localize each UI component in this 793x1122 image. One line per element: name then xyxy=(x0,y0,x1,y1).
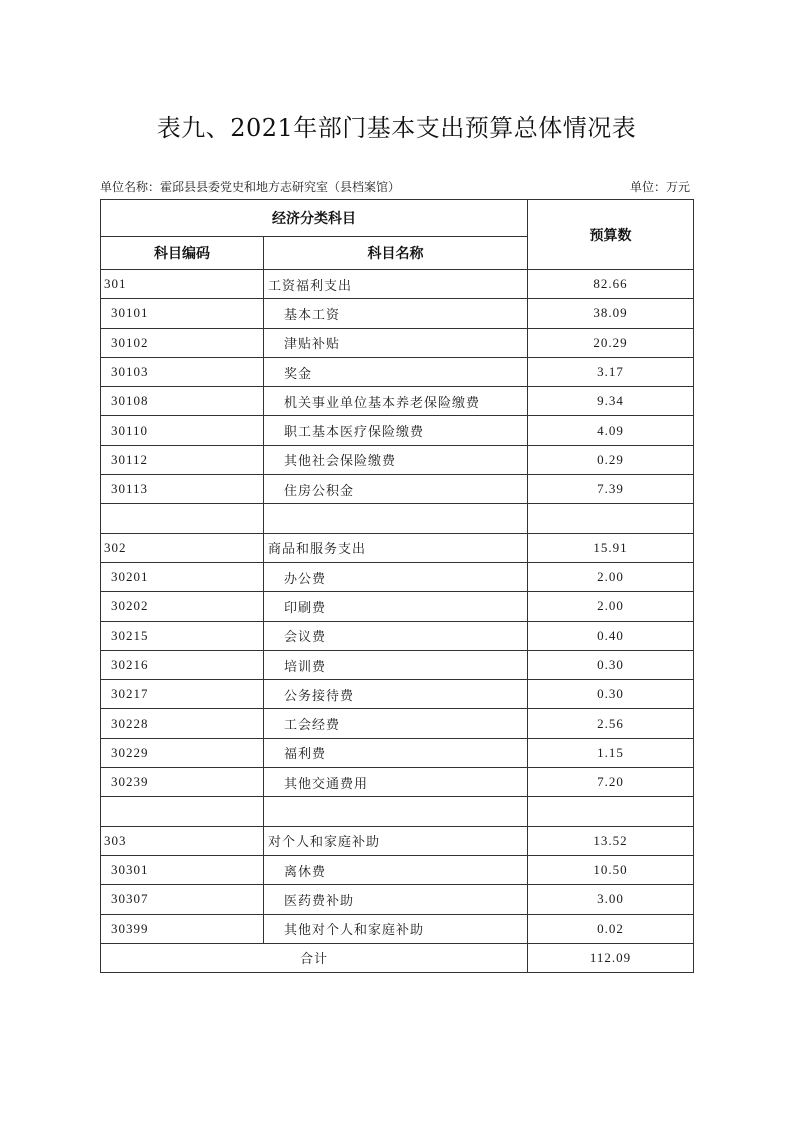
name-cell: 津贴补贴 xyxy=(264,328,528,357)
empty-cell xyxy=(101,504,264,533)
table-row xyxy=(101,328,694,357)
amount-cell: 38.09 xyxy=(528,299,694,328)
name-cell: 机关事业单位基本养老保险缴费 xyxy=(264,387,528,416)
table-row xyxy=(101,416,694,445)
table-row xyxy=(101,768,694,797)
table-row xyxy=(101,914,694,943)
code-cell: 30217 xyxy=(101,680,264,709)
amount-cell: 3.17 xyxy=(528,357,694,386)
header-code: 科目编码 xyxy=(101,237,264,270)
amount-cell: 0.30 xyxy=(528,680,694,709)
name-cell: 其他对个人和家庭补助 xyxy=(264,914,528,943)
code-cell: 301 xyxy=(101,270,264,299)
name-cell: 会议费 xyxy=(264,621,528,650)
table-row xyxy=(101,445,694,474)
amount-cell: 9.34 xyxy=(528,387,694,416)
name-cell: 商品和服务支出 xyxy=(264,533,528,562)
code-cell: 303 xyxy=(101,826,264,855)
code-cell: 30229 xyxy=(101,738,264,767)
empty-cell xyxy=(264,504,528,533)
code-cell: 30101 xyxy=(101,299,264,328)
table-row xyxy=(101,709,694,738)
code-cell: 30228 xyxy=(101,709,264,738)
name-cell: 职工基本医疗保险缴费 xyxy=(264,416,528,445)
amount-cell: 0.40 xyxy=(528,621,694,650)
code-cell: 30202 xyxy=(101,592,264,621)
name-cell: 离休费 xyxy=(264,855,528,884)
empty-cell xyxy=(264,797,528,826)
amount-cell: 4.09 xyxy=(528,416,694,445)
name-cell: 印刷费 xyxy=(264,592,528,621)
code-cell: 302 xyxy=(101,533,264,562)
spacer-row xyxy=(101,797,694,826)
name-cell: 福利费 xyxy=(264,738,528,767)
code-cell: 30201 xyxy=(101,562,264,591)
amount-cell: 15.91 xyxy=(528,533,694,562)
name-cell: 住房公积金 xyxy=(264,475,528,504)
table-row xyxy=(101,885,694,914)
code-cell: 30103 xyxy=(101,357,264,386)
empty-cell xyxy=(101,797,264,826)
name-cell: 对个人和家庭补助 xyxy=(264,826,528,855)
name-cell: 办公费 xyxy=(264,562,528,591)
name-cell: 培训费 xyxy=(264,650,528,679)
name-cell: 其他社会保险缴费 xyxy=(264,445,528,474)
code-cell: 30301 xyxy=(101,855,264,884)
table-row xyxy=(101,387,694,416)
amount-cell: 13.52 xyxy=(528,826,694,855)
amount-cell: 20.29 xyxy=(528,328,694,357)
table-row xyxy=(101,650,694,679)
amount-cell: 7.39 xyxy=(528,475,694,504)
amount-cell: 2.00 xyxy=(528,592,694,621)
table-row xyxy=(101,592,694,621)
code-cell: 30399 xyxy=(101,914,264,943)
code-cell: 30112 xyxy=(101,445,264,474)
code-cell: 30215 xyxy=(101,621,264,650)
amount-cell: 0.30 xyxy=(528,650,694,679)
empty-cell xyxy=(528,504,694,533)
budget-table xyxy=(100,199,694,973)
name-cell: 基本工资 xyxy=(264,299,528,328)
total-label: 合计 xyxy=(101,943,528,972)
amount-cell: 1.15 xyxy=(528,738,694,767)
name-cell: 其他交通费用 xyxy=(264,768,528,797)
code-cell: 30102 xyxy=(101,328,264,357)
page-title: 表九、2021年部门基本支出预算总体情况表 xyxy=(156,114,637,142)
table-row xyxy=(101,680,694,709)
name-cell: 奖金 xyxy=(264,357,528,386)
unit-label: 单位：万元 xyxy=(629,180,690,194)
amount-cell: 2.56 xyxy=(528,709,694,738)
header-group: 经济分类科目 xyxy=(101,200,528,237)
code-cell: 30216 xyxy=(101,650,264,679)
code-cell: 30307 xyxy=(101,885,264,914)
header-name: 科目名称 xyxy=(264,237,528,270)
table-row xyxy=(101,475,694,504)
header-row xyxy=(101,200,694,237)
name-cell: 工资福利支出 xyxy=(264,270,528,299)
name-cell: 工会经费 xyxy=(264,709,528,738)
table-row xyxy=(101,357,694,386)
header-amount: 预算数 xyxy=(528,200,694,270)
total-row xyxy=(101,943,694,972)
empty-cell xyxy=(528,797,694,826)
org-label: 单位名称：霍邱县县委党史和地方志研究室（县档案馆） xyxy=(100,180,401,194)
code-cell: 30113 xyxy=(101,475,264,504)
name-cell: 公务接待费 xyxy=(264,680,528,709)
amount-cell: 10.50 xyxy=(528,855,694,884)
amount-cell: 3.00 xyxy=(528,885,694,914)
spacer-row xyxy=(101,504,694,533)
amount-cell: 82.66 xyxy=(528,270,694,299)
table-row xyxy=(101,855,694,884)
table-row xyxy=(101,738,694,767)
table-row-group xyxy=(101,533,694,562)
code-cell: 30239 xyxy=(101,768,264,797)
total-amount: 112.09 xyxy=(528,943,694,972)
amount-cell: 0.02 xyxy=(528,914,694,943)
code-cell: 30110 xyxy=(101,416,264,445)
table-row xyxy=(101,562,694,591)
amount-cell: 2.00 xyxy=(528,562,694,591)
name-cell: 医药费补助 xyxy=(264,885,528,914)
table-row-group xyxy=(101,826,694,855)
table-row xyxy=(101,621,694,650)
table-row-group xyxy=(101,270,694,299)
amount-cell: 7.20 xyxy=(528,768,694,797)
table-row xyxy=(101,299,694,328)
amount-cell: 0.29 xyxy=(528,445,694,474)
code-cell: 30108 xyxy=(101,387,264,416)
